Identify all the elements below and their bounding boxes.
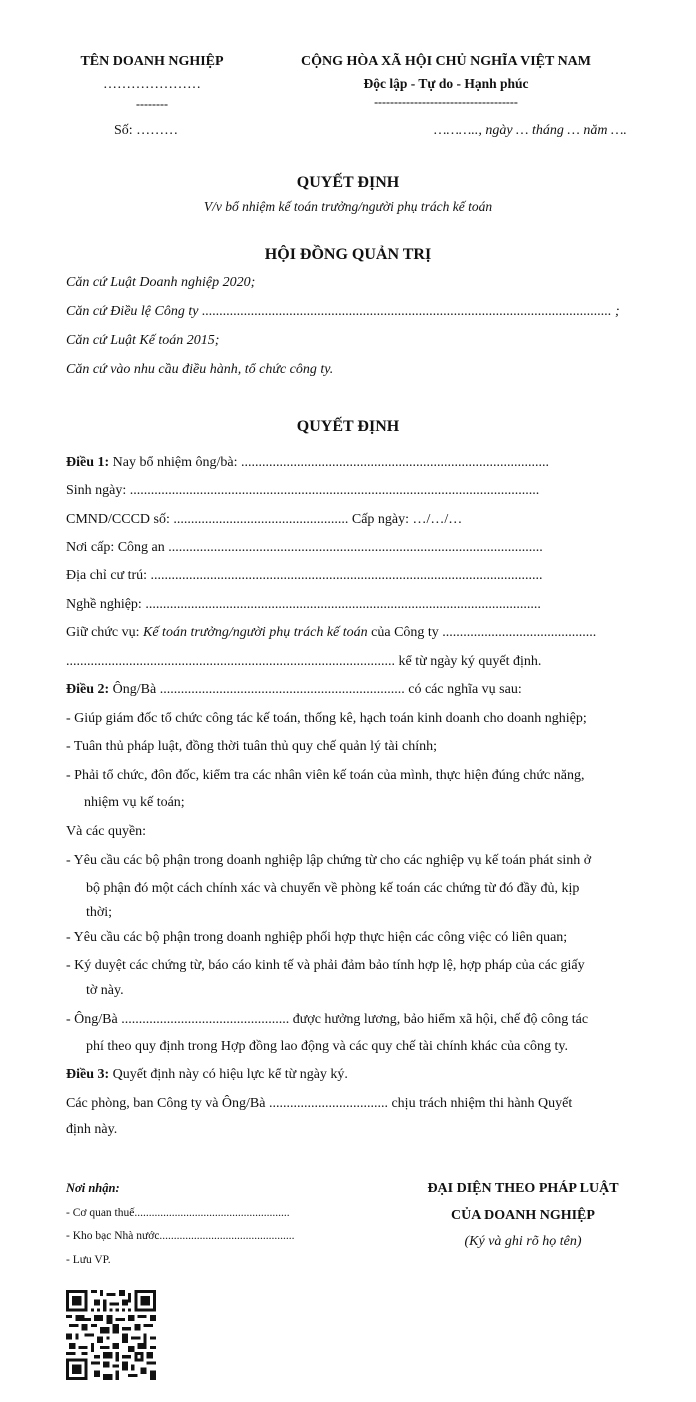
birth-date-field: Sinh ngày: ..................................................................................................................... xyxy=(66,483,540,498)
article-3-line xyxy=(66,1067,348,1083)
right-item-continued: bộ phận đó một cách chính xác và chuyển về phòng kế toán các chứng từ đó đầy đủ, kịp xyxy=(86,881,580,896)
basis-line: Căn cứ Luật Doanh nghiệp 2020; xyxy=(66,275,256,290)
article-1-text: Nay bổ nhiệm ông/bà: ........................................................................................ xyxy=(109,455,549,470)
position-role: Kế toán trưởng/người phụ trách kế toán xyxy=(143,625,368,640)
company-dots: ………………… xyxy=(103,77,201,92)
recipient-item: - Cơ quan thuế...................................................... xyxy=(66,1207,290,1219)
document-number: Số: ……… xyxy=(114,123,179,138)
article-3-text: Quyết định này có hiệu lực kể từ ngày ký. xyxy=(109,1067,348,1082)
basis-line: Căn cứ Điều lệ Công ty ..................................................................................................................... ; xyxy=(66,304,620,319)
issued-by-field: Nơi cấp: Công an ........................................................................................................... xyxy=(66,540,543,555)
article-2-label: Điều 2: xyxy=(66,682,110,697)
signature-title: ĐẠI DIỆN THEO PHÁP LUẬT xyxy=(427,1181,619,1196)
decision-heading: QUYẾT ĐỊNH xyxy=(296,418,400,435)
recipients-heading: Nơi nhận: xyxy=(66,1181,120,1195)
position-prefix: Giữ chức vụ: xyxy=(66,625,143,640)
position-field xyxy=(66,625,596,641)
article-2-line xyxy=(66,682,522,698)
duty-item-continued: nhiệm vụ kế toán; xyxy=(84,795,185,810)
motto: Độc lập - Tự do - Hạnh phúc xyxy=(363,76,529,91)
document-subject: V/v bổ nhiệm kế toán trưởng/người phụ trách kế toán xyxy=(203,199,493,214)
date-line: ……….., ngày … tháng … năm …. xyxy=(434,123,627,138)
basis-line: Căn cứ vào nhu cầu điều hành, tổ chức công ty. xyxy=(66,362,334,377)
signature-subtitle: CỦA DOANH NGHIỆP xyxy=(451,1208,595,1223)
right-item: - Yêu cầu các bộ phận trong doanh nghiệp phối hợp thực hiện các công việc có liên quan; xyxy=(66,930,568,945)
article-1-label: Điều 1: xyxy=(66,455,110,470)
right-item-continued: tờ này. xyxy=(86,983,124,998)
right-item-continued: thời; xyxy=(86,905,113,920)
company-rule: -------- xyxy=(136,97,168,111)
document-title: QUYẾT ĐỊNH xyxy=(296,174,400,191)
right-item: - Yêu cầu các bộ phận trong doanh nghiệp lập chứng từ cho các nghiệp vụ kế toán phát sinh ở xyxy=(66,853,592,868)
article-3-label: Điều 3: xyxy=(66,1067,110,1082)
position-suffix: của Công ty ............................................ xyxy=(367,625,597,640)
rights-heading: Và các quyền: xyxy=(66,824,147,839)
job-field: Nghề nghiệp: ................................................................................................................. xyxy=(66,597,541,612)
id-number-field: CMND/CCCD số: .................................................. Cấp ngày: …/…/… xyxy=(66,512,463,527)
authority-title: HỘI ĐỒNG QUẢN TRỊ xyxy=(264,246,432,263)
signature-note: (Ký và ghi rõ họ tên) xyxy=(464,1234,582,1249)
duty-item: - Phải tổ chức, đôn đốc, kiểm tra các nhân viên kế toán của mình, thực hiện đúng chức năng, xyxy=(66,768,585,783)
article-2-text: Ông/Bà ...................................................................... có các nghĩa vụ sau: xyxy=(109,682,522,697)
right-item-continued: phí theo quy định trong Hợp đồng lao động và các quy chế tài chính khác của công ty. xyxy=(86,1039,568,1054)
right-item: - Ký duyệt các chứng từ, báo cáo kinh tế và phải đảm bảo tính hợp lệ, hợp pháp của các giấy xyxy=(66,958,585,973)
duty-item: - Tuân thủ pháp luật, đồng thời tuân thủ quy chế quản lý tài chính; xyxy=(66,739,437,754)
article-3-body: Các phòng, ban Công ty và Ông/Bà .................................. chịu trách nhiệm thi hành Quyết xyxy=(66,1096,573,1111)
right-item: - Ông/Bà ................................................ được hưởng lương, bảo hiểm xã hội, chế độ công tác xyxy=(66,1012,589,1027)
motto-rule: ------------------------------------ xyxy=(374,95,518,109)
qr-code-icon xyxy=(66,1290,156,1380)
basis-line: Căn cứ Luật Kế toán 2015; xyxy=(66,333,220,348)
republic-title: CỘNG HÒA XÃ HỘI CHỦ NGHĨA VIỆT NAM xyxy=(300,54,591,69)
company-name: TÊN DOANH NGHIỆP xyxy=(80,54,224,69)
effective-line: .............................................................................................. kể từ ngày ký quyết định. xyxy=(66,654,542,669)
article-1-line xyxy=(66,455,549,471)
article-3-body-end: định này. xyxy=(66,1122,118,1137)
address-field: Địa chỉ cư trú: ................................................................................................................ xyxy=(66,568,543,583)
duty-item: - Giúp giám đốc tổ chức công tác kế toán, thống kê, hạch toán kinh doanh cho doanh nghiệp; xyxy=(66,711,587,726)
recipient-item: - Kho bạc Nhà nước............................................... xyxy=(66,1230,295,1242)
recipient-item: - Lưu VP. xyxy=(66,1254,111,1266)
